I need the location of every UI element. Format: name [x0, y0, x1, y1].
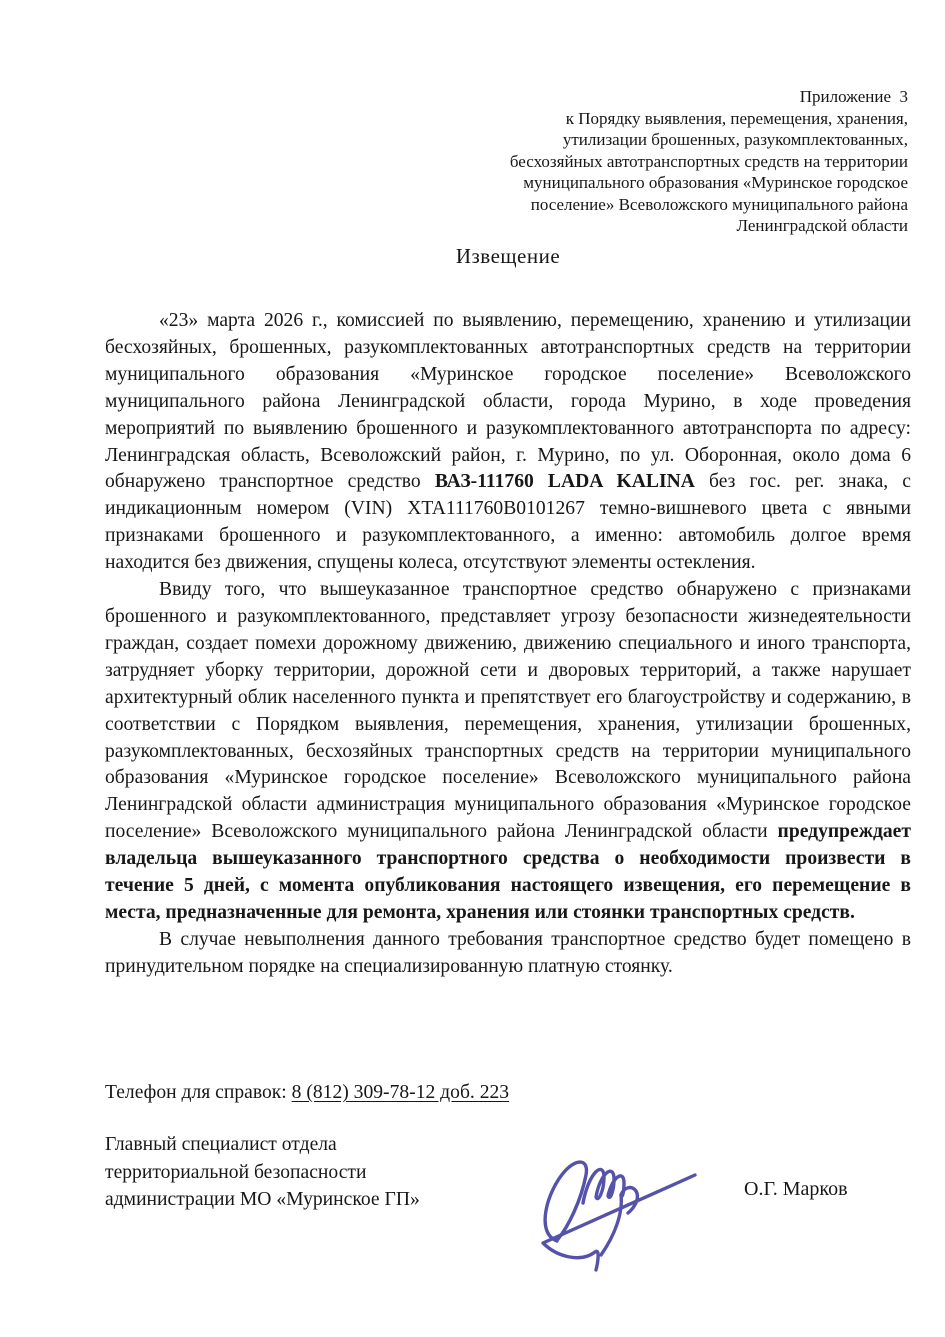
paragraph-warning [105, 577, 911, 927]
text-line: муниципального образования «Муринское городское [523, 173, 908, 192]
text-line: территориальной безопасности [105, 1161, 367, 1183]
contact-phone [105, 1082, 509, 1104]
text-run: 8 (812) 309-78-12 доб. 223 [291, 1082, 510, 1103]
paragraph-vehicle-found [105, 308, 911, 577]
text-run: предупреждает владельца вышеуказанного транспортного средства о необходимости произвести в течение 5 дней, с момента опубликования настоящего извещения, его перемещение в места, предназначенные для ремонта, хранения или стоянки транспортных средств. [105, 821, 911, 923]
text-line: Ленинградской области [736, 216, 908, 235]
text-run: В случае невыполнения данного требования транспортное средство будет помещено в принудительном порядке на специализированную платную стоянку. [105, 928, 911, 977]
text-line: Приложение 3 [799, 87, 908, 106]
text-line: к Порядку выявления, перемещения, хранения, [565, 108, 908, 128]
appendix-reference [348, 86, 908, 237]
text-line: бесхозяйных автотранспортных средств на территории [509, 151, 908, 171]
text-run: Ввиду того, что вышеуказанное транспортное средство обнаружено с признаками брошенного и разукомплектованного, представляет угрозу безопасности жизнедеятельности граждан, создает помехи дорожному движению, движению специального и иного транспорта, затрудняет уборку территории, дорожной сети и дворовых территорий, а также нарушает архитектурный облик населенного пункта и препятствует его благоустройству и содержанию, в соответствии с Порядком выявления, перемещения, хранения, утилизации брошенных, разукомплектованных, бесхозяйных транспортных средств на территории муниципального образования «Муринское городское поселение» Всеволожского муниципального района Ленинградской области администрация муниципального образования «Муринское городское поселение» Всеволожского муниципального района Ленинградской области [105, 579, 911, 843]
text-run: без гос. рег. знака, с индикационным номером (VIN) XTA111760B0101267 темно-вишневого цвета с явными признаками брошенного и разукомплектованного, а именно: автомобиль долгое время находится без движения, спущены колеса, отсутствуют элементы остекления. [105, 471, 911, 574]
text-run: ВАЗ-111760 LADA KALINA [434, 471, 695, 493]
signature [525, 1133, 705, 1298]
text-run: «23» марта 2026 г., комиссией по выявлению, перемещению, хранению и утилизации бесхозяйных, брошенных, разукомплектованных автотранспортных средств на территории муниципального образования «Муринское городское поселение» Всеволожского муниципального района Ленинградской области, города Мурино, в ходе проведения мероприятий по выявлению брошенного и разукомплектованного автотранспорта по адресу: Ленинградская область, Всеволожский район, г. Мурино, по ул. Оборонная, около дома 6 обнаружено транспортное средство [105, 310, 911, 493]
text-line: поселение» Всеволожского муниципального района [530, 194, 908, 214]
text-line: Главный специалист отдела [105, 1134, 337, 1155]
text-run: Телефон для справок: [105, 1082, 292, 1103]
text-line: утилизации брошенных, разукомплектованных, [562, 130, 908, 149]
signer-position [105, 1131, 420, 1214]
paragraph-consequence [105, 927, 911, 981]
document-title: Извещение [455, 244, 561, 268]
text-line: администрации МО «Муринское ГП» [105, 1189, 420, 1210]
signer-name: О.Г. Марков [744, 1178, 848, 1200]
document-body [105, 308, 911, 981]
signature-strokes [543, 1162, 695, 1270]
